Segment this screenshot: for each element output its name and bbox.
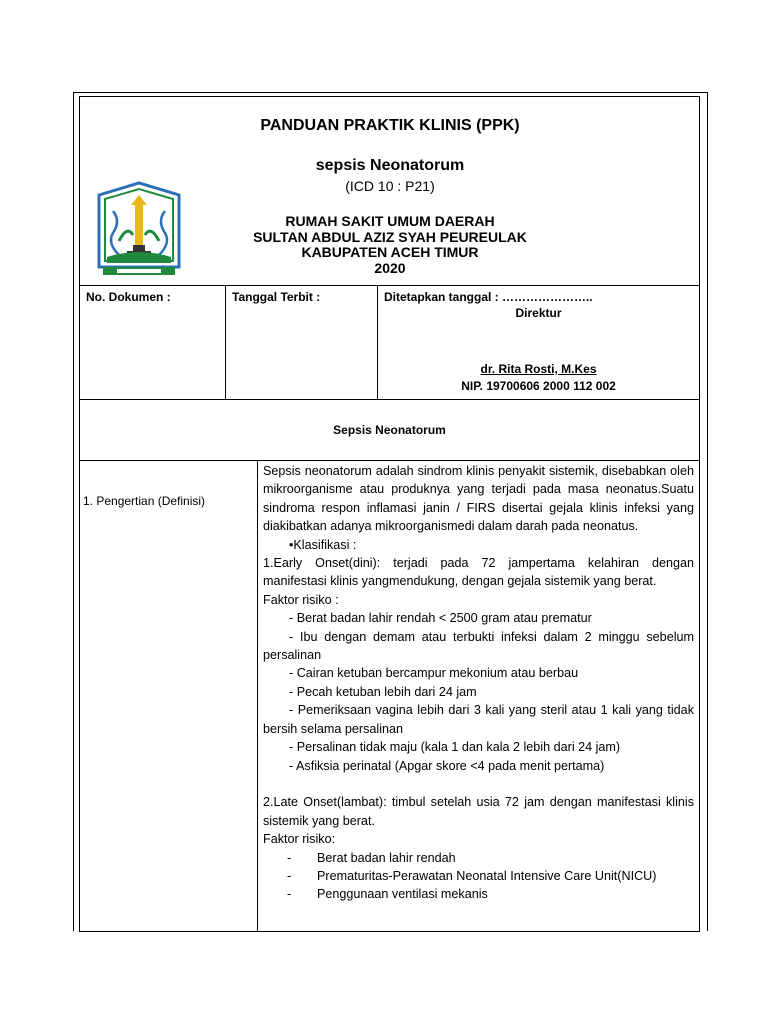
klasifikasi-label: •Klasifikasi : — [289, 537, 357, 552]
hospital-line: RUMAH SAKIT UMUM DAERAH — [285, 213, 495, 229]
icd-code: (ICD 10 : P21) — [345, 178, 435, 194]
faktor-risiko-label: Faktor risiko: — [263, 832, 336, 847]
document-header — [79, 96, 700, 285]
risk-item: - Asfiksia perinatal (Apgar skore <4 pada menit pertama) — [289, 758, 605, 773]
late-risk-item — [263, 867, 694, 885]
hospital-line: 2020 — [374, 259, 406, 276]
hospital-emblem-icon — [97, 181, 181, 277]
no-dokumen-cell — [80, 286, 226, 399]
risk-item: - Pecah ketuban lebih dari 24 jam — [289, 684, 477, 699]
hospital-name — [180, 214, 600, 276]
no-dokumen-label: No. Dokumen : — [86, 290, 171, 304]
pengertian-label: 1. Pengertian (Definisi) — [83, 494, 206, 508]
late-risk-text: Penggunaan ventilasi mekanis — [317, 887, 488, 902]
document-frame — [73, 92, 708, 931]
early-onset-paragraph: 1.Early Onset(dini): terjadi pada 72 jampertama kelahiran dengan manifestasi klinis yangmendukung, dengan gejala sistemik yang berat. — [263, 556, 694, 589]
doctor-name: dr. Rita Rosti, M.Kes — [480, 362, 597, 376]
risk-item: - Cairan ketuban bercampur mekonium atau berbau — [289, 666, 579, 681]
late-risk-text: Berat badan lahir rendah — [317, 850, 456, 865]
document-meta-row — [79, 285, 700, 400]
late-onset-paragraph: 2.Late Onset(lambat): timbul setelah usia 72 jam dengan manifestasi klinis sistemik yang berat. — [263, 795, 694, 828]
ppk-table — [79, 96, 700, 932]
content-text-cell — [258, 461, 699, 931]
dash-bullet: - — [287, 887, 292, 902]
hospital-line: SULTAN ABDUL AZIZ SYAH PEUREULAK — [253, 228, 527, 245]
content-row — [79, 460, 700, 932]
risk-item: - Ibu dengan demam atau terbukti infeksi dalam 2 minggu sebelum persalinan — [263, 629, 694, 663]
spacer — [263, 775, 694, 793]
hospital-line: KABUPATEN ACEH TIMUR — [301, 244, 479, 260]
late-risk-item — [263, 885, 694, 903]
faktor-risiko-label: Faktor risiko : — [263, 592, 339, 607]
document-title: PANDUAN PRAKTIK KLINIS (PPK) — [260, 117, 520, 134]
content-label-cell — [80, 461, 258, 931]
late-risk-item — [263, 849, 694, 867]
doctor-nip: NIP. 19700606 2000 112 002 — [461, 379, 616, 393]
tanggal-terbit-cell — [226, 286, 378, 399]
section-title: Sepsis Neonatorum — [79, 400, 700, 460]
ditetapkan-cell — [378, 286, 699, 399]
risk-item: - Berat badan lahir rendah < 2500 gram atau prematur — [289, 611, 592, 626]
ditetapkan-label: Ditetapkan tanggal : ………………….. — [384, 290, 593, 304]
tanggal-terbit-label: Tanggal Terbit : — [232, 290, 321, 304]
definition-paragraph: Sepsis neonatorum adalah sindrom klinis penyakit sistemik, disebabkan oleh mikroorganisme atau produknya yang terjadi pada masa neonatus.Suatu sindroma respon inflamasi janin / FIRS disertai gejala klinis infeksi yang diakibatkan adanya mikroorganismedi dalam darah pada neonatus. — [263, 464, 694, 534]
direktur-label: Direktur — [515, 306, 562, 320]
dash-bullet: - — [287, 868, 292, 883]
risk-item: - Pemeriksaan vagina lebih dari 3 kali yang steril atau 1 kali yang tidak bersih selama persalinan — [263, 703, 694, 736]
late-risk-text: Prematuritas-Perawatan Neonatal Intensive Care Unit(NICU) — [317, 868, 657, 883]
document-subtitle: sepsis Neonatorum — [315, 157, 465, 174]
risk-item: - Persalinan tidak maju (kala 1 dan kala 2 lebih dari 24 jam) — [289, 740, 621, 755]
dash-bullet: - — [287, 850, 292, 865]
